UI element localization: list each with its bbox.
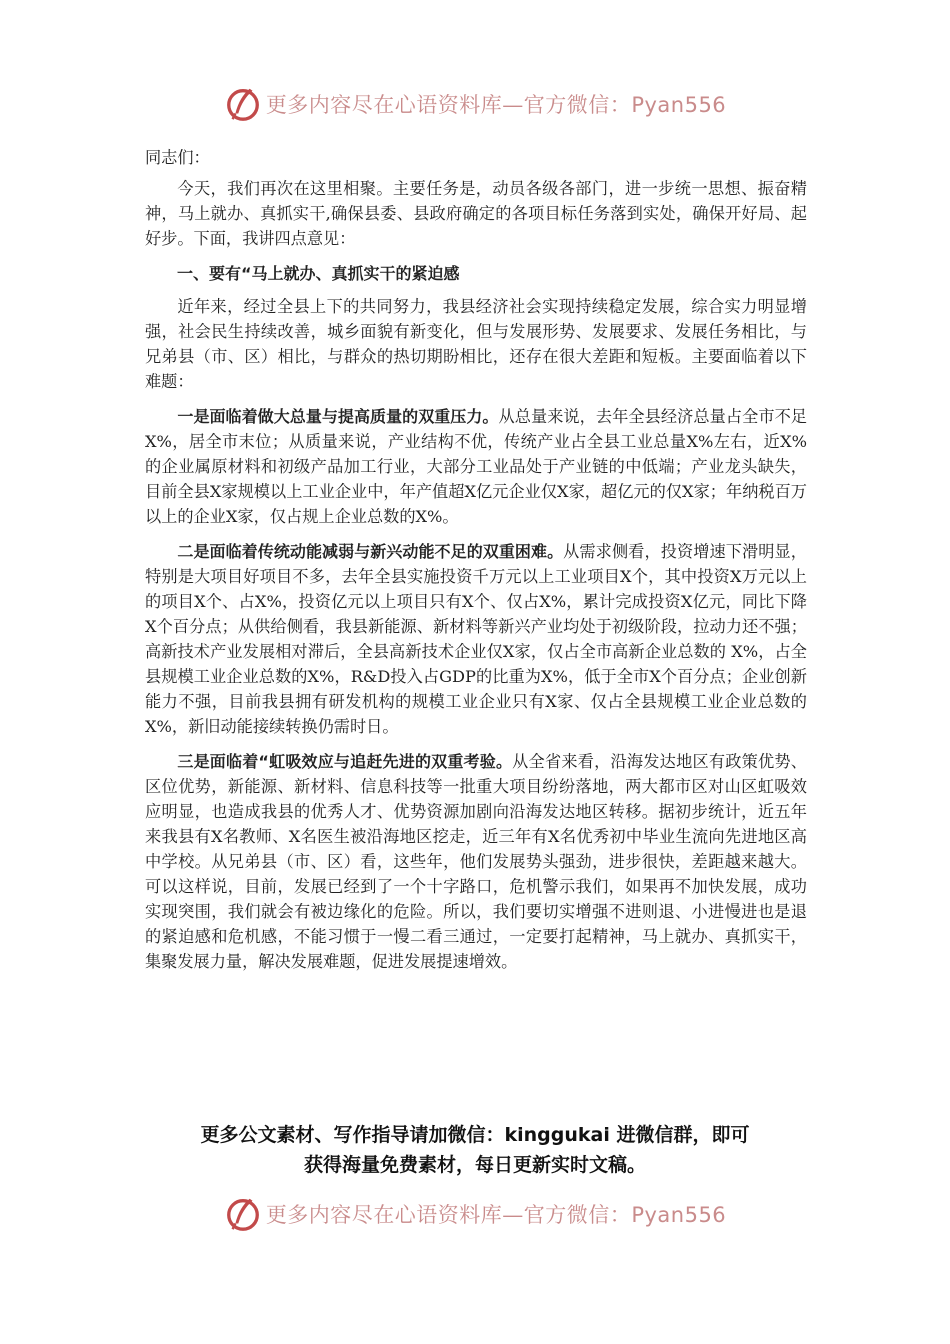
red-quill-logo-icon — [224, 85, 262, 123]
salutation: 同志们： — [145, 148, 210, 167]
point-paragraph-3 — [145, 749, 807, 974]
banner-wechat-id: Pyan556 — [631, 1203, 727, 1227]
banner-label: 更多内容尽在心语资料库—官方微信： — [265, 1203, 632, 1227]
point-lead-2: 二是面临着传统动能减弱与新兴动能不足的双重困难。 — [177, 542, 564, 561]
section-paragraph: 近年来，经过全县上下的共同努力，我县经济社会实现持续稳定发展，综合实力明显增强，社会民生持续改善，城乡面貌有新变化，但与发展形势、发展要求、发展任务相比，与兄弟县（市、区）相比，与群众的热切期盼相比，还存在很大差距和短板。主要面临着以下难题： — [145, 297, 807, 391]
banner-text — [266, 1199, 726, 1229]
promo-line-2: 获得海量免费素材，每日更新实时文稿。 — [303, 1154, 646, 1176]
red-quill-logo-icon — [224, 1195, 262, 1233]
document-body — [145, 145, 807, 984]
banner-text — [266, 89, 726, 119]
intro-paragraph: 今天，我们再次在这里相聚。主要任务是，动员各级各部门，进一步统一思想、振奋精神，马上就办、真抓实干,确保县委、县政府确定的各项目标任务落到实处，确保开好局、起好步。下面，我讲四点意见： — [145, 179, 807, 248]
banner-wechat-id: Pyan556 — [631, 93, 727, 117]
point-body-3: 从全省来看，沿海发达地区有政策优势、区位优势，新能源、新材料、信息科技等一批重大项目纷纷落地，两大都市区对山区虹吸效应明显，也造成我县的优秀人才、优势资源加剧向沿海发达地区转移。据初步统计，近五年来我县有X名教师、X名医生被沿海地区挖走，近三年有X名优秀初中毕业生流向先进地区高中学校。从兄弟县（市、区）看，这些年，他们发展势头强劲，进步很快，差距越来越大。可以这样说，目前，发展已经到了一个十字路口，危机警示我们，如果再不加快发展，成功实现突围，我们就会有被边缘化的危险。所以，我们要切实增强不进则退、小进慢进也是退的紧迫感和危机感，不能习惯于一慢二看三通过，一定要打起精神，马上就办、真抓实干，集聚发展力量，解决发展难题，促进发展提速增效。 — [145, 752, 807, 971]
point-body-1: 从总量来说，去年全县经济总量占全市不足X%，居全市末位；从质量来说，产业结构不优，传统产业占全县工业总量X%左右，近X%的企业属原材料和初级产品加工行业，大部分工业品处于产业链的中低端；产业龙头缺失，目前全县X家规模以上工业企业中，年产值超X亿元企业仅X家，超亿元的仅X家；年纳税百万以上的企业X家，仅占规上企业总数的X%。 — [145, 407, 807, 526]
promo-line-1: 更多公文素材、写作指导请加微信：kinggukai 进微信群，即可 — [200, 1124, 750, 1146]
footer-banner — [0, 1192, 950, 1236]
promo-notice — [130, 1120, 820, 1180]
point-lead-3: 三是面临着“虹吸效应与追赶先进的双重考验。 — [177, 752, 513, 771]
section-heading: 一、要有“马上就办、真抓实干的紧迫感 — [177, 264, 460, 283]
point-paragraph-2 — [145, 539, 807, 739]
header-banner — [0, 82, 950, 126]
point-paragraph-1 — [145, 404, 807, 529]
point-body-2: 从需求侧看，投资增速下滑明显，特别是大项目好项目不多，去年全县实施投资千万元以上工业项目X个，其中投资X万元以上的项目X个、占X%，投资亿元以上项目只有X个、仅占X%，累计完成投资X亿元，同比下降X个百分点；从供给侧看，我县新能源、新材料等新兴产业均处于初级阶段，拉动力还不强；高新技术产业发展相对滞后，全县高新技术企业仅X家，仅占全市高新企业总数的 X%，占全县规模工业企业总数的X%，R&D投入占GDP的比重为X%，低于全市X个百分点；企业创新能力不强，目前我县拥有研发机构的规模工业企业只有X家、仅占全县规模工业企业总数的X%，新旧动能接续转换仍需时日。 — [145, 542, 807, 736]
point-lead-1: 一是面临着做大总量与提高质量的双重压力。 — [177, 407, 499, 426]
banner-label: 更多内容尽在心语资料库—官方微信： — [265, 93, 632, 117]
